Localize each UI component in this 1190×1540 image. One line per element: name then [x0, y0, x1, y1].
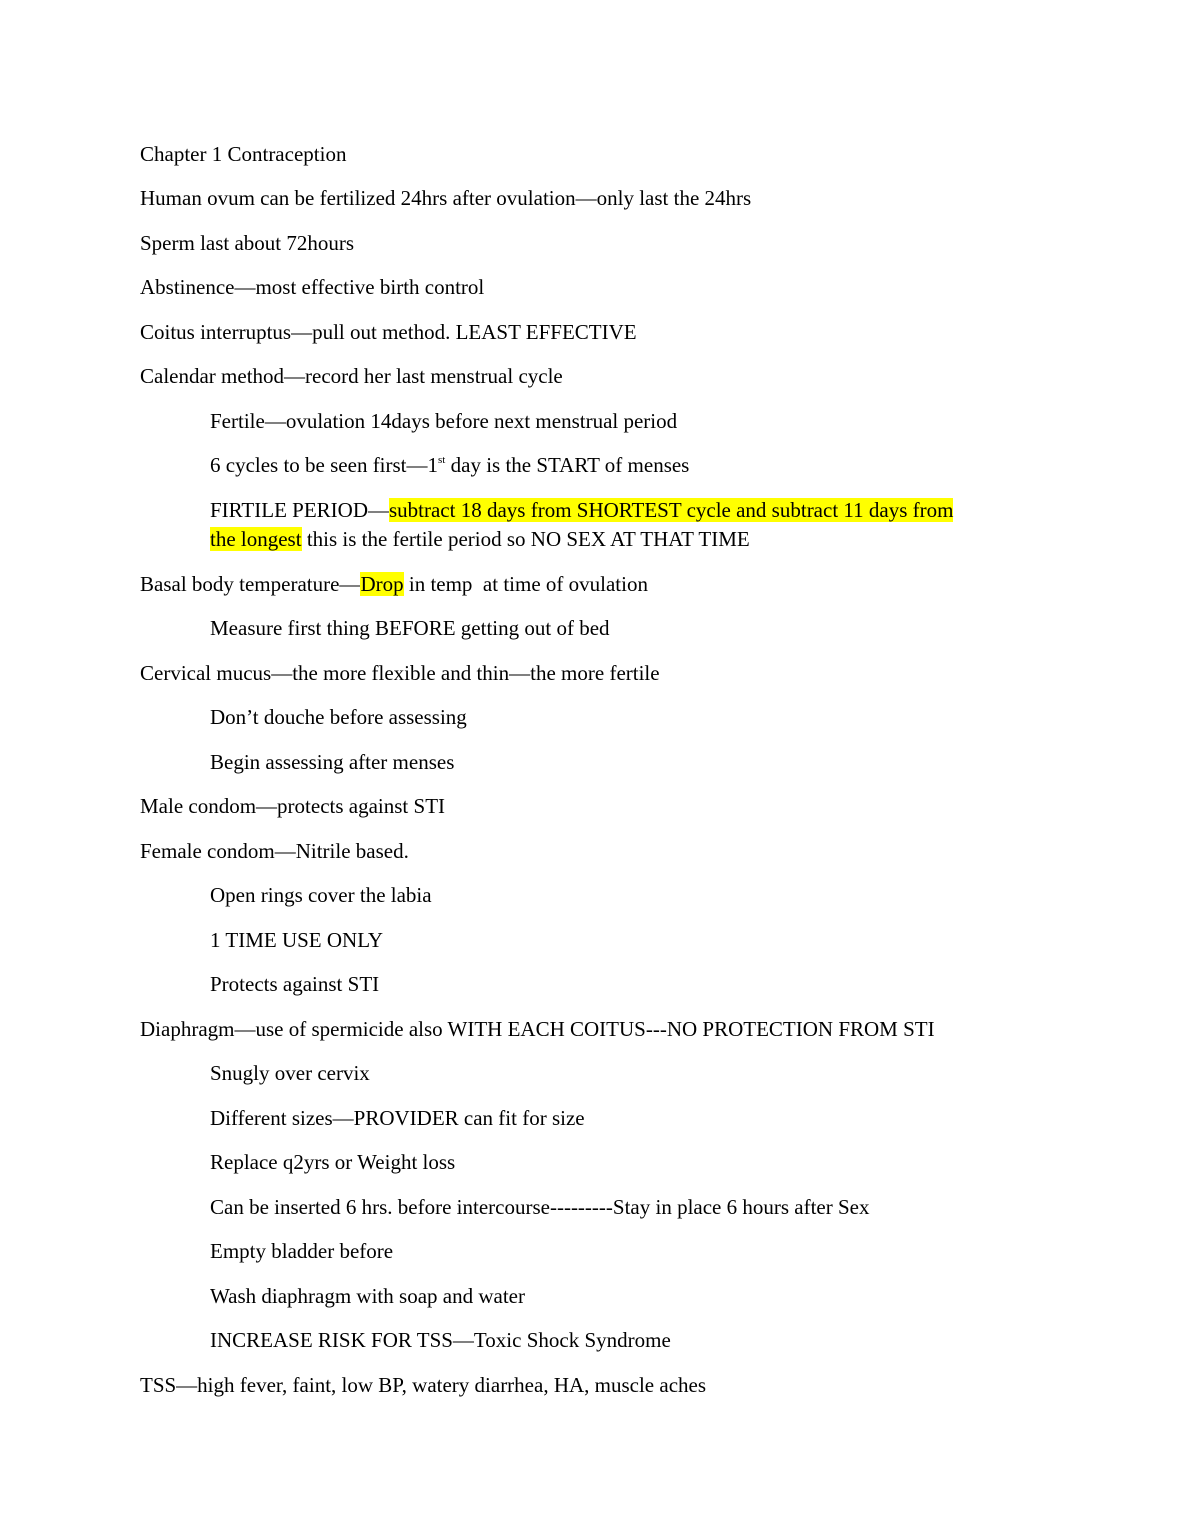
text-line: Coitus interruptus—pull out method. LEAST EFFECTIVE	[140, 320, 637, 344]
indented-line: INCREASE RISK FOR TSS—Toxic Shock Syndrome	[210, 1328, 671, 1352]
text-line: Cervical mucus—the more flexible and thin—the more fertile	[140, 661, 660, 685]
text-line: Sperm last about 72hours	[140, 231, 355, 255]
text-segment: day is the START of menses	[445, 453, 690, 477]
indented-line: Fertile—ovulation 14days before next menstrual period	[210, 409, 678, 433]
indented-line: Snugly over cervix	[210, 1061, 370, 1085]
indented-line: Empty bladder before	[210, 1239, 394, 1263]
indented-line	[210, 451, 689, 480]
indented-line: 1 TIME USE ONLY	[210, 928, 384, 952]
text-line: Abstinence—most effective birth control	[140, 275, 485, 299]
text-segment: Basal body temperature—	[140, 572, 361, 596]
superscript: st	[438, 454, 446, 466]
highlighted-text: the longest	[210, 527, 302, 551]
text-line: Female condom—Nitrile based.	[140, 839, 409, 863]
indented-line: Begin assessing after menses	[210, 750, 455, 774]
text-segment: FIRTILE PERIOD—	[210, 498, 389, 522]
indented-line: Protects against STI	[210, 972, 380, 996]
highlighted-text: Drop	[360, 572, 404, 596]
indented-line: Replace q2yrs or Weight loss	[210, 1150, 456, 1174]
text-line: Human ovum can be fertilized 24hrs after ovulation—only last the 24hrs	[140, 186, 752, 210]
chapter-title: Chapter 1 Contraception	[140, 142, 347, 166]
text-segment: in temp at time of ovulation	[403, 572, 648, 596]
text-line	[140, 570, 648, 599]
indented-line: Measure first thing BEFORE getting out of bed	[210, 616, 610, 640]
text-line: Male condom—protects against STI	[140, 794, 446, 818]
indented-line: Different sizes—PROVIDER can fit for size	[210, 1106, 585, 1130]
indented-line: Open rings cover the labia	[210, 883, 432, 907]
text-line: Diaphragm—use of spermicide also WITH EACH COITUS---NO PROTECTION FROM STI	[140, 1017, 935, 1041]
text-line: TSS—high fever, faint, low BP, watery diarrhea, HA, muscle aches	[140, 1373, 707, 1397]
indented-line	[210, 525, 750, 554]
indented-line: Wash diaphragm with soap and water	[210, 1284, 525, 1308]
indented-line: Can be inserted 6 hrs. before intercourse---------Stay in place 6 hours after Sex	[210, 1195, 870, 1219]
indented-line: Don’t douche before assessing	[210, 705, 467, 729]
text-segment: 6 cycles to be seen first—1	[210, 453, 439, 477]
text-segment: this is the fertile period so NO SEX AT THAT TIME	[301, 527, 750, 551]
highlighted-text: subtract 18 days from SHORTEST cycle and subtract 11 days from	[388, 498, 954, 522]
indented-line	[210, 496, 953, 525]
text-line: Calendar method—record her last menstrual cycle	[140, 364, 563, 388]
